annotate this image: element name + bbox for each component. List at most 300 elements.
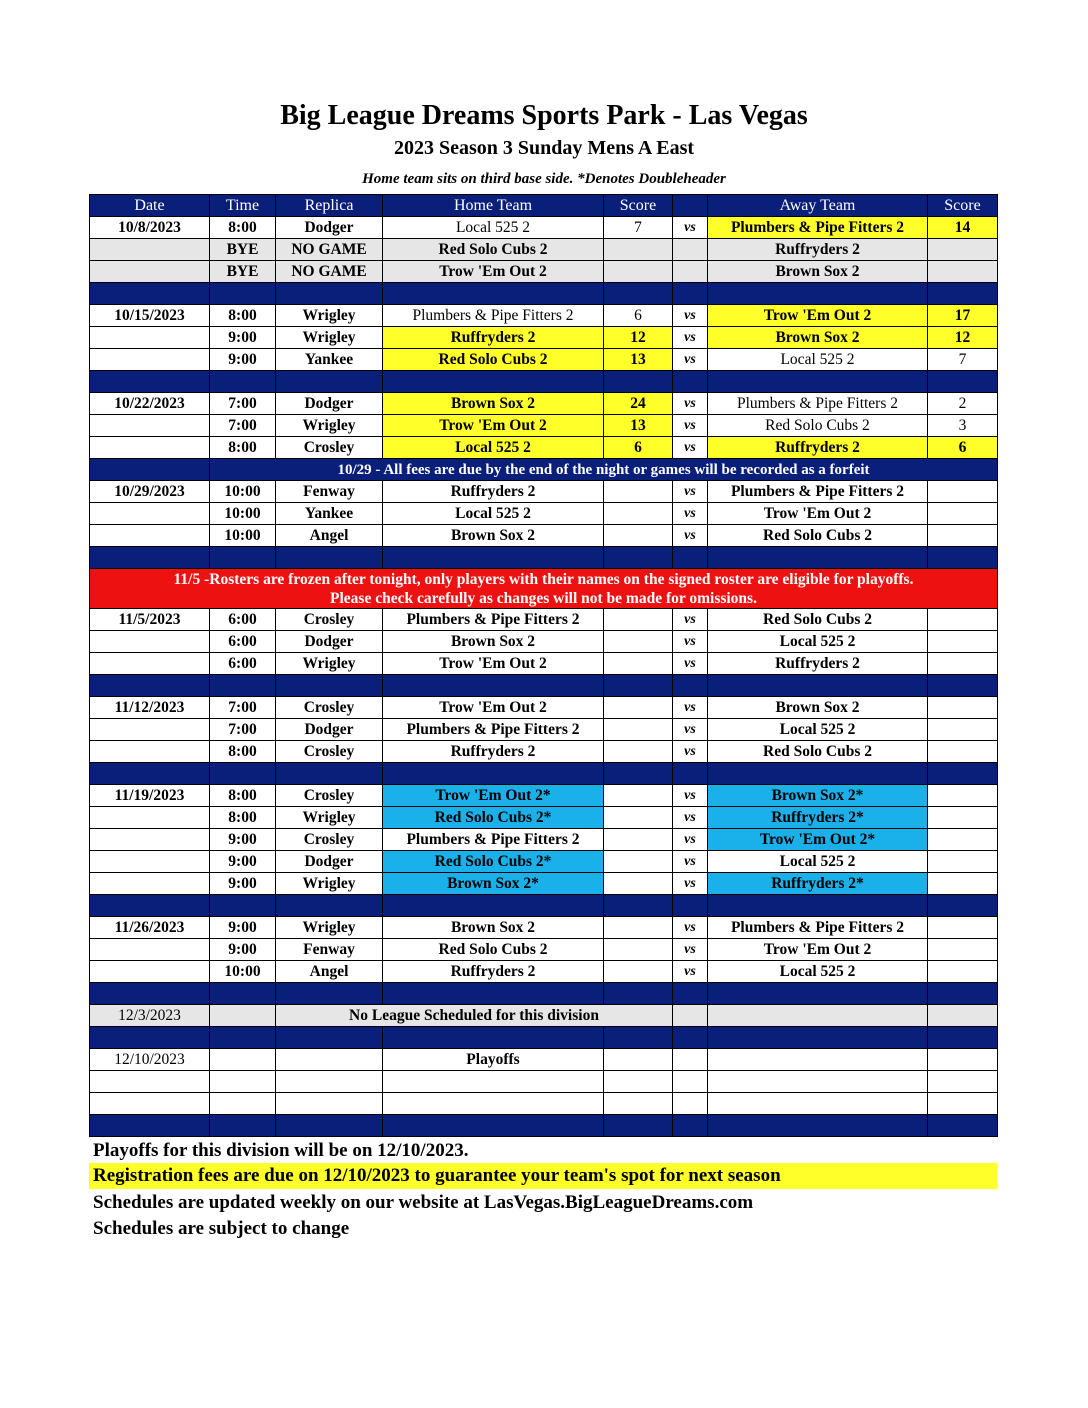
cell-home-team: Plumbers & Pipe Fitters 2 <box>383 609 604 631</box>
cell-away-score <box>928 939 998 961</box>
cell-vs: vs <box>673 697 708 719</box>
cell-home-team <box>383 1071 604 1093</box>
separator-cell <box>604 895 673 917</box>
separator-cell <box>708 1027 928 1049</box>
cell-time: 9:00 <box>210 939 276 961</box>
cell-date <box>90 741 210 763</box>
cell-home-score <box>604 807 673 829</box>
game-row <box>90 525 998 547</box>
col-header-home-score: Score <box>604 195 673 217</box>
cell-home-score: 13 <box>604 415 673 437</box>
separator-cell <box>928 1115 998 1137</box>
schedule-body <box>90 195 998 1137</box>
cell-date <box>90 873 210 895</box>
cell-away-score <box>928 261 998 283</box>
cell-time: 7:00 <box>210 697 276 719</box>
separator-cell <box>673 283 708 305</box>
cell-away-team: Plumbers & Pipe Fitters 2 <box>708 393 928 415</box>
cell-time: 10:00 <box>210 525 276 547</box>
playoffs-label: Playoffs <box>383 1049 604 1071</box>
cell-vs: vs <box>673 785 708 807</box>
separator-cell <box>673 1027 708 1049</box>
cell-away-score <box>928 1049 998 1071</box>
roster-warning-row <box>90 569 998 609</box>
cell-home-score <box>604 719 673 741</box>
cell-date <box>90 1093 210 1115</box>
cell-date <box>90 437 210 459</box>
cell-replica <box>276 1071 383 1093</box>
cell-replica: Wrigley <box>276 305 383 327</box>
cell-home-score: 7 <box>604 217 673 239</box>
separator-cell <box>90 763 210 785</box>
game-row <box>90 697 998 719</box>
page-subtitle: 2023 Season 3 Sunday Mens A East <box>393 137 695 159</box>
bye-row <box>90 261 998 283</box>
cell-date <box>90 327 210 349</box>
blank-row <box>90 1071 998 1093</box>
cell-replica: Dodger <box>276 631 383 653</box>
cell-away-score: 2 <box>928 393 998 415</box>
cell-date: 10/22/2023 <box>90 393 210 415</box>
week-separator-row <box>90 1115 998 1137</box>
cell-date <box>90 961 210 983</box>
cell-time: 7:00 <box>210 415 276 437</box>
cell-vs: vs <box>673 873 708 895</box>
separator-cell <box>383 895 604 917</box>
cell-date: 11/5/2023 <box>90 609 210 631</box>
cell-vs: vs <box>673 653 708 675</box>
game-row <box>90 437 998 459</box>
cell-vs <box>673 1005 708 1027</box>
separator-cell <box>928 1027 998 1049</box>
separator-cell <box>673 675 708 697</box>
separator-cell <box>928 675 998 697</box>
week-separator-row <box>90 675 998 697</box>
col-header-time: Time <box>210 195 276 217</box>
cell-replica: Wrigley <box>276 807 383 829</box>
cell-home-team: Red Solo Cubs 2 <box>383 939 604 961</box>
schedule-table <box>89 194 998 1137</box>
separator-cell <box>383 675 604 697</box>
cell-home-score <box>604 873 673 895</box>
cell-vs: vs <box>673 631 708 653</box>
table-header-row <box>90 195 998 217</box>
separator-cell <box>383 1115 604 1137</box>
separator-cell <box>928 283 998 305</box>
cell-away-team: Red Solo Cubs 2 <box>708 609 928 631</box>
cell-away-team: Ruffryders 2 <box>708 653 928 675</box>
game-row <box>90 503 998 525</box>
cell-vs: vs <box>673 851 708 873</box>
separator-cell <box>210 1115 276 1137</box>
game-row <box>90 873 998 895</box>
cell-away-score: 14 <box>928 217 998 239</box>
cell-vs <box>673 1093 708 1115</box>
separator-cell <box>383 547 604 569</box>
cell-home-score <box>604 741 673 763</box>
separator-cell <box>673 547 708 569</box>
separator-cell <box>673 763 708 785</box>
separator-cell <box>90 1115 210 1137</box>
col-header-replica: Replica <box>276 195 383 217</box>
cell-date <box>90 239 210 261</box>
week-separator-row <box>90 283 998 305</box>
cell-vs: vs <box>673 349 708 371</box>
separator-cell <box>673 895 708 917</box>
cell-away-score: 12 <box>928 327 998 349</box>
cell-date <box>90 525 210 547</box>
cell-time: 8:00 <box>210 305 276 327</box>
separator-cell <box>673 371 708 393</box>
separator-cell <box>383 1027 604 1049</box>
cell-time: BYE <box>210 261 276 283</box>
game-row <box>90 609 998 631</box>
game-row <box>90 851 998 873</box>
cell-vs: vs <box>673 393 708 415</box>
separator-cell <box>928 763 998 785</box>
separator-cell <box>210 1027 276 1049</box>
cell-away-team: Plumbers & Pipe Fitters 2 <box>708 217 928 239</box>
separator-cell <box>673 1115 708 1137</box>
separator-cell <box>604 763 673 785</box>
fee-notice-row <box>90 459 998 481</box>
col-header-away-team: Away Team <box>708 195 928 217</box>
cell-time: 10:00 <box>210 503 276 525</box>
col-header-away-score: Score <box>928 195 998 217</box>
cell-away-team: Local 525 2 <box>708 719 928 741</box>
cell-away-team: Ruffryders 2* <box>708 873 928 895</box>
roster-warning-line2: Please check carefully as changes will not be made for omissions. <box>330 589 757 607</box>
cell-vs: vs <box>673 719 708 741</box>
cell-home-team: Brown Sox 2 <box>383 525 604 547</box>
fee-notice: 10/29 - All fees are due by the end of the night or games will be recorded as a forfeit <box>210 459 998 481</box>
separator-cell <box>383 983 604 1005</box>
cell-replica: Wrigley <box>276 327 383 349</box>
cell-date <box>90 415 210 437</box>
cell-away-score <box>928 829 998 851</box>
cell-time: 10:00 <box>210 961 276 983</box>
cell-away-score: 17 <box>928 305 998 327</box>
cell-date: 11/26/2023 <box>90 917 210 939</box>
cell-replica <box>276 1049 383 1071</box>
separator-cell <box>708 895 928 917</box>
no-league-text: No League Scheduled for this division <box>276 1005 673 1027</box>
separator-cell <box>604 983 673 1005</box>
cell-time: 6:00 <box>210 653 276 675</box>
game-row <box>90 393 998 415</box>
cell-away-team: Local 525 2 <box>708 961 928 983</box>
cell-time: 9:00 <box>210 917 276 939</box>
cell-time: 10:00 <box>210 481 276 503</box>
separator-cell <box>928 895 998 917</box>
game-row <box>90 349 998 371</box>
separator-cell <box>90 459 210 481</box>
game-row <box>90 917 998 939</box>
bye-row <box>90 239 998 261</box>
cell-home-team: Red Solo Cubs 2* <box>383 807 604 829</box>
separator-cell <box>276 1027 383 1049</box>
cell-away-score <box>928 1071 998 1093</box>
cell-vs <box>673 1071 708 1093</box>
cell-home-team: Red Solo Cubs 2* <box>383 851 604 873</box>
separator-cell <box>276 1115 383 1137</box>
cell-away-score <box>928 807 998 829</box>
cell-away-team: Plumbers & Pipe Fitters 2 <box>708 917 928 939</box>
cell-home-score <box>604 631 673 653</box>
cell-away-team <box>708 1049 928 1071</box>
cell-replica: Crosley <box>276 741 383 763</box>
separator-cell <box>276 895 383 917</box>
cell-replica: Dodger <box>276 719 383 741</box>
cell-vs <box>673 239 708 261</box>
cell-home-team: Local 525 2 <box>383 503 604 525</box>
cell-home-score: 12 <box>604 327 673 349</box>
cell-date: 10/29/2023 <box>90 481 210 503</box>
cell-away-score <box>928 741 998 763</box>
separator-cell <box>708 983 928 1005</box>
separator-cell <box>708 1115 928 1137</box>
week-separator-row <box>90 983 998 1005</box>
cell-away-team: Brown Sox 2 <box>708 327 928 349</box>
game-row <box>90 741 998 763</box>
week-separator-row <box>90 371 998 393</box>
game-row <box>90 939 998 961</box>
cell-time: 8:00 <box>210 741 276 763</box>
cell-vs: vs <box>673 939 708 961</box>
game-row <box>90 807 998 829</box>
separator-cell <box>928 547 998 569</box>
cell-replica: Crosley <box>276 829 383 851</box>
cell-home-score: 13 <box>604 349 673 371</box>
cell-replica: Wrigley <box>276 653 383 675</box>
cell-away-team: Trow 'Em Out 2 <box>708 503 928 525</box>
game-row <box>90 305 998 327</box>
cell-replica: NO GAME <box>276 261 383 283</box>
roster-warning <box>90 569 998 609</box>
cell-away-team <box>708 1005 928 1027</box>
cell-home-score <box>604 1071 673 1093</box>
cell-home-score <box>604 653 673 675</box>
cell-vs: vs <box>673 305 708 327</box>
cell-replica: Dodger <box>276 217 383 239</box>
separator-cell <box>210 895 276 917</box>
cell-home-team: Red Solo Cubs 2 <box>383 239 604 261</box>
cell-replica: Crosley <box>276 437 383 459</box>
cell-home-score: 6 <box>604 305 673 327</box>
cell-home-score <box>604 239 673 261</box>
cell-time: 6:00 <box>210 609 276 631</box>
cell-away-score <box>928 525 998 547</box>
cell-date <box>90 851 210 873</box>
week-separator-row <box>90 895 998 917</box>
cell-replica: Yankee <box>276 503 383 525</box>
cell-vs <box>673 1049 708 1071</box>
cell-home-team: Trow 'Em Out 2 <box>383 261 604 283</box>
separator-cell <box>708 763 928 785</box>
cell-home-score <box>604 609 673 631</box>
footer-registration-note: Registration fees are due on 12/10/2023 to guarantee your team's spot for next season <box>89 1163 997 1189</box>
separator-cell <box>383 371 604 393</box>
cell-time: 6:00 <box>210 631 276 653</box>
cell-away-score <box>928 917 998 939</box>
cell-away-team: Local 525 2 <box>708 631 928 653</box>
cell-home-team: Plumbers & Pipe Fitters 2 <box>383 719 604 741</box>
cell-away-team: Ruffryders 2 <box>708 239 928 261</box>
blank-row <box>90 1093 998 1115</box>
separator-cell <box>928 371 998 393</box>
cell-away-score <box>928 961 998 983</box>
separator-cell <box>210 371 276 393</box>
separator-cell <box>210 983 276 1005</box>
cell-home-team: Red Solo Cubs 2 <box>383 349 604 371</box>
cell-home-team: Trow 'Em Out 2 <box>383 415 604 437</box>
cell-home-team: Trow 'Em Out 2* <box>383 785 604 807</box>
cell-vs: vs <box>673 525 708 547</box>
cell-away-score <box>928 873 998 895</box>
separator-cell <box>673 983 708 1005</box>
separator-cell <box>90 675 210 697</box>
cell-away-score <box>928 1005 998 1027</box>
separator-cell <box>276 283 383 305</box>
cell-away-score <box>928 851 998 873</box>
cell-replica: Wrigley <box>276 873 383 895</box>
cell-away-team <box>708 1093 928 1115</box>
cell-vs: vs <box>673 609 708 631</box>
cell-replica: Angel <box>276 525 383 547</box>
cell-away-team <box>708 1071 928 1093</box>
cell-replica: Fenway <box>276 481 383 503</box>
game-row <box>90 785 998 807</box>
cell-vs: vs <box>673 481 708 503</box>
cell-away-team: Brown Sox 2 <box>708 261 928 283</box>
cell-time: 8:00 <box>210 785 276 807</box>
week-separator-row <box>90 763 998 785</box>
cell-date <box>90 349 210 371</box>
playoffs-row <box>90 1049 998 1071</box>
separator-cell <box>708 547 928 569</box>
separator-cell <box>928 983 998 1005</box>
game-row <box>90 415 998 437</box>
cell-replica: Crosley <box>276 785 383 807</box>
cell-replica: Fenway <box>276 939 383 961</box>
week-separator-row <box>90 1027 998 1049</box>
separator-cell <box>604 1027 673 1049</box>
cell-home-score <box>604 697 673 719</box>
cell-home-team: Trow 'Em Out 2 <box>383 697 604 719</box>
cell-vs: vs <box>673 437 708 459</box>
cell-away-score: 7 <box>928 349 998 371</box>
roster-warning-line1: 11/5 -Rosters are frozen after tonight, only players with their names on the signed roster are eligible for playoffs. <box>173 570 914 588</box>
cell-time: 9:00 <box>210 349 276 371</box>
cell-date <box>90 1071 210 1093</box>
footer-change-note: Schedules are subject to change <box>93 1218 350 1239</box>
cell-replica: NO GAME <box>276 239 383 261</box>
cell-date: 12/10/2023 <box>90 1049 210 1071</box>
cell-time: 9:00 <box>210 873 276 895</box>
separator-cell <box>604 547 673 569</box>
separator-cell <box>90 983 210 1005</box>
cell-replica: Dodger <box>276 851 383 873</box>
cell-replica: Wrigley <box>276 415 383 437</box>
cell-home-score <box>604 939 673 961</box>
cell-date: 11/12/2023 <box>90 697 210 719</box>
separator-cell <box>604 1115 673 1137</box>
cell-home-team: Ruffryders 2 <box>383 327 604 349</box>
cell-vs: vs <box>673 327 708 349</box>
cell-away-team: Red Solo Cubs 2 <box>708 415 928 437</box>
cell-replica: Crosley <box>276 609 383 631</box>
cell-date: 10/15/2023 <box>90 305 210 327</box>
cell-time: 8:00 <box>210 807 276 829</box>
cell-replica <box>276 1093 383 1115</box>
cell-home-team: Brown Sox 2 <box>383 631 604 653</box>
cell-home-score <box>604 785 673 807</box>
cell-vs: vs <box>673 917 708 939</box>
cell-away-score <box>928 481 998 503</box>
cell-home-score <box>604 481 673 503</box>
cell-away-score <box>928 609 998 631</box>
schedule-note: Home team sits on third base side. *Denotes Doubleheader <box>362 171 726 187</box>
cell-home-team: Trow 'Em Out 2 <box>383 653 604 675</box>
cell-home-team: Plumbers & Pipe Fitters 2 <box>383 829 604 851</box>
game-row <box>90 631 998 653</box>
cell-time <box>210 1005 276 1027</box>
cell-time: BYE <box>210 239 276 261</box>
separator-cell <box>210 283 276 305</box>
cell-vs: vs <box>673 807 708 829</box>
separator-cell <box>90 547 210 569</box>
cell-time: 9:00 <box>210 327 276 349</box>
separator-cell <box>90 371 210 393</box>
game-row <box>90 961 998 983</box>
cell-replica: Wrigley <box>276 917 383 939</box>
cell-home-score <box>604 261 673 283</box>
week-separator-row <box>90 547 998 569</box>
cell-away-score <box>928 697 998 719</box>
separator-cell <box>383 283 604 305</box>
separator-cell <box>210 675 276 697</box>
col-header-home-team: Home Team <box>383 195 604 217</box>
cell-away-score <box>928 631 998 653</box>
separator-cell <box>276 983 383 1005</box>
cell-date <box>90 829 210 851</box>
game-row <box>90 829 998 851</box>
separator-cell <box>90 283 210 305</box>
cell-away-score <box>928 1093 998 1115</box>
cell-away-score <box>928 503 998 525</box>
footer-playoffs-note: Playoffs for this division will be on 12/10/2023. <box>93 1140 469 1161</box>
cell-home-score <box>604 851 673 873</box>
cell-away-score: 6 <box>928 437 998 459</box>
cell-date: 10/8/2023 <box>90 217 210 239</box>
separator-cell <box>276 371 383 393</box>
cell-time: 9:00 <box>210 851 276 873</box>
cell-date: 12/3/2023 <box>90 1005 210 1027</box>
cell-away-team: Trow 'Em Out 2 <box>708 305 928 327</box>
cell-vs: vs <box>673 415 708 437</box>
cell-time <box>210 1071 276 1093</box>
cell-away-score <box>928 239 998 261</box>
cell-away-team: Brown Sox 2 <box>708 697 928 719</box>
cell-away-team: Brown Sox 2* <box>708 785 928 807</box>
cell-home-score <box>604 917 673 939</box>
separator-cell <box>604 283 673 305</box>
game-row <box>90 217 998 239</box>
cell-replica: Angel <box>276 961 383 983</box>
col-header-vs <box>673 195 708 217</box>
cell-away-team: Local 525 2 <box>708 851 928 873</box>
no-league-row <box>90 1005 998 1027</box>
